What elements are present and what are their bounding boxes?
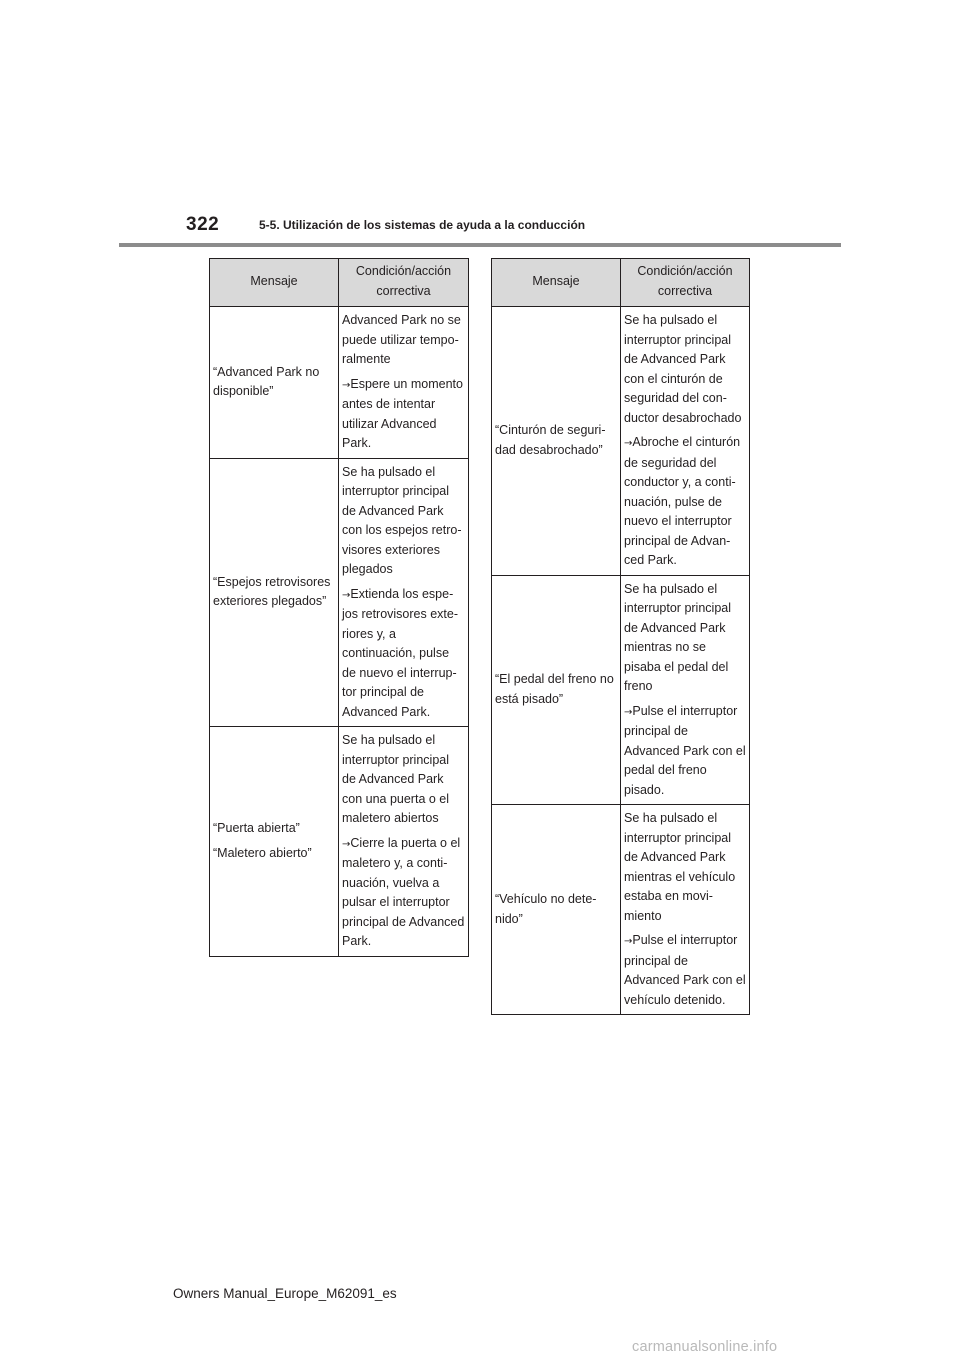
- condition-cell: [621, 805, 750, 1015]
- message-text: “Puerta abierta”: [213, 821, 300, 836]
- action-line: [624, 931, 746, 1010]
- condition-text: Se ha pulsado el interruptor principal de Advanced Park mientras el vehículo estaba en movimiento: [624, 811, 736, 923]
- table-row: [492, 307, 750, 576]
- action-text: Extienda los espejos retrovisores exteriores y, a continuación, pulse de nuevo el interruptor principal de Advanced Park.: [342, 586, 459, 719]
- action-line: [624, 702, 746, 801]
- message-text: “Espejos retrovisores exteriores plegados”: [213, 574, 331, 609]
- arrow-right-icon: →: [624, 706, 633, 718]
- condition-text: Se ha pulsado el interruptor principal de Advanced Park con los espejos retrovisores exteriores plegados: [342, 464, 462, 576]
- condition-cell: [621, 575, 750, 805]
- action-text: Pulse el interruptor principal de Advanced Park con el vehículo detenido.: [624, 933, 746, 1007]
- action-line: [342, 585, 465, 723]
- header-message: Mensaje: [210, 259, 339, 307]
- table-row: [210, 727, 469, 957]
- header-condition: Condición/acción correctiva: [621, 259, 750, 307]
- condition-text: Se ha pulsado el interruptor principal de Advanced Park con el cinturón de seguridad del conductor desabrochado: [624, 313, 742, 425]
- message-cell: [210, 458, 339, 727]
- message-text: “Cinturón de seguridad desabrochado”: [495, 423, 606, 457]
- arrow-right-icon: →: [624, 936, 633, 947]
- action-text: Abroche el cinturón de seguridad del conductor y, a continuación, pulse de nuevo el interruptor principal de Advanced Park.: [624, 435, 741, 567]
- arrow-right-icon: →: [342, 379, 351, 391]
- table-row: [210, 307, 469, 459]
- condition-cell: [621, 307, 750, 576]
- message-cell: [492, 307, 621, 576]
- condition-cell: [339, 727, 469, 957]
- arrow-right-icon: →: [342, 589, 351, 601]
- condition-text: Se ha pulsado el interruptor principal de Advanced Park con una puerta o el maletero abiertos: [342, 733, 450, 825]
- message-text: “Maletero abierto”: [213, 845, 312, 860]
- footer-manual-id: Owners Manual_Europe_M62091_es: [173, 1286, 397, 1301]
- action-text: Espere un momento antes de intentar utilizar Advanced Park.: [342, 376, 463, 450]
- table-header-row: [210, 259, 469, 307]
- page-number: 322: [186, 214, 220, 235]
- arrow-right-icon: →: [342, 838, 351, 850]
- message-text: “El pedal del freno no está pisado”: [495, 672, 614, 706]
- table-header-row: [492, 259, 750, 307]
- action-text: Pulse el interruptor principal de Advanced Park con el pedal del freno pisado.: [624, 703, 746, 797]
- condition-cell: [339, 307, 469, 459]
- action-text: Cierre la puerta o el maletero y, a continuación, vuelva a pulsar el interruptor principal de Advanced Park.: [342, 835, 465, 948]
- message-text: “Vehículo no detenido”: [495, 892, 597, 926]
- action-line: [624, 433, 746, 571]
- table-row: [492, 575, 750, 805]
- header-condition: Condición/acción correctiva: [339, 259, 469, 307]
- arrow-right-icon: →: [624, 438, 633, 449]
- section-title: 5-5. Utilización de los sistemas de ayuda a la conducción: [259, 218, 586, 232]
- condition-text: Advanced Park no se puede utilizar temporalmente: [342, 313, 461, 366]
- message-table-left: [209, 258, 469, 957]
- table-row: [210, 458, 469, 727]
- action-line: [342, 375, 465, 454]
- condition-text: Se ha pulsado el interruptor principal de Advanced Park mientras no se pisaba el pedal del freno: [624, 581, 731, 693]
- message-cell: [210, 307, 339, 459]
- watermark: carmanualsonline.info: [632, 1339, 778, 1355]
- action-line: [342, 834, 465, 952]
- message-cell: [210, 727, 339, 957]
- table-row: [492, 805, 750, 1015]
- header-divider: [119, 243, 841, 247]
- message-text: “Advanced Park no disponible”: [213, 364, 320, 399]
- message-cell: [492, 575, 621, 805]
- condition-cell: [339, 458, 469, 727]
- message-table-right: [491, 258, 750, 1015]
- message-cell: [492, 805, 621, 1015]
- header-message: Mensaje: [492, 259, 621, 307]
